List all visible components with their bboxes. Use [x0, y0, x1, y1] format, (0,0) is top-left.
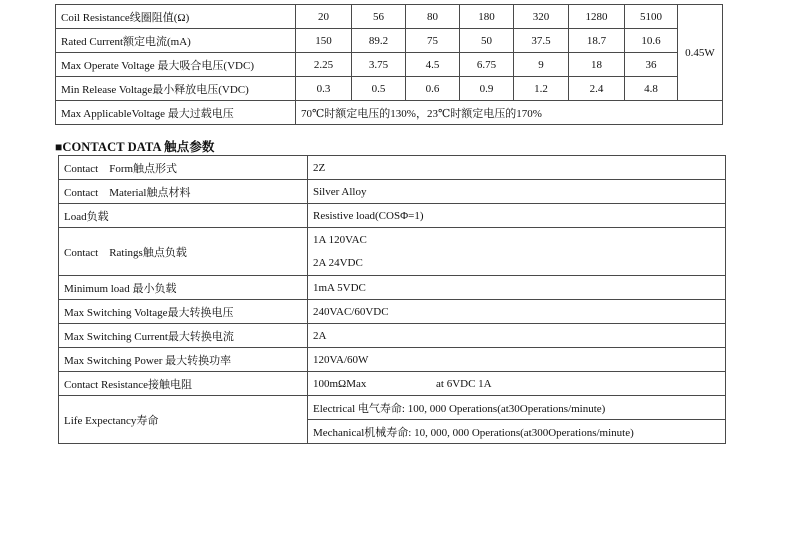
table-cell: Electrical 电气寿命: 100, 000 Operations(at30Operations/minute): [308, 396, 726, 420]
table-cell: 240VAC/60VDC: [308, 300, 726, 324]
row-label: Contact Ratings触点负载: [59, 228, 308, 276]
contact-data-table: [58, 155, 726, 444]
table-row: [59, 324, 726, 348]
table-cell: 150: [296, 29, 352, 53]
table-row: [59, 156, 726, 180]
table-row: [59, 396, 726, 420]
table-row: [56, 53, 723, 77]
resistance-condition: at 6VDC 1A: [436, 377, 492, 390]
table-row: [59, 276, 726, 300]
row-label: Rated Current额定电流(mA): [56, 29, 296, 53]
table-cell: 89.2: [352, 29, 406, 53]
table-cell: 1.2: [514, 77, 569, 101]
table-cell: 6.75: [460, 53, 514, 77]
table-cell: 80: [406, 5, 460, 29]
table-row: [56, 29, 723, 53]
table-cell: 37.5: [514, 29, 569, 53]
table-cell: 36: [625, 53, 678, 77]
table-cell: 0.3: [296, 77, 352, 101]
table-cell: [308, 372, 726, 396]
row-label: Load负载: [59, 204, 308, 228]
table-row: [59, 300, 726, 324]
table-row: [56, 77, 723, 101]
table-cell: 18.7: [569, 29, 625, 53]
table-cell: 2Z: [308, 156, 726, 180]
row-label: Max Operate Voltage 最大吸合电压(VDC): [56, 53, 296, 77]
table-row: [59, 372, 726, 396]
table-row: [59, 204, 726, 228]
table-cell: 180: [460, 5, 514, 29]
table-cell: 320: [514, 5, 569, 29]
table-cell: 2.25: [296, 53, 352, 77]
row-label: Max Switching Voltage最大转换电压: [59, 300, 308, 324]
table-cell: 1mA 5VDC: [308, 276, 726, 300]
table-cell: 0.6: [406, 77, 460, 101]
table-cell: 56: [352, 5, 406, 29]
resistance-value: 100mΩMax: [313, 377, 367, 390]
table-cell: 4.8: [625, 77, 678, 101]
row-label: Contact Material触点材料: [59, 180, 308, 204]
square-bullet-icon: ■: [55, 140, 63, 154]
table-cell: 1A 120VAC: [308, 228, 726, 252]
row-label: Max ApplicableVoltage 最大过载电压: [56, 101, 296, 125]
table-cell: 20: [296, 5, 352, 29]
max-applicable-value: 70℃时额定电压的130%，23℃时额定电压的170%: [296, 101, 723, 125]
row-label: Max Switching Current最大转换电流: [59, 324, 308, 348]
table-row: [56, 101, 723, 125]
table-cell: Resistive load(COSΦ=1): [308, 204, 726, 228]
table-cell: 2.4: [569, 77, 625, 101]
table-cell: 9: [514, 53, 569, 77]
power-cell: 0.45W: [678, 5, 723, 101]
table-cell: 2A: [308, 324, 726, 348]
table-cell: 18: [569, 53, 625, 77]
row-label: Contact Resistance接触电阻: [59, 372, 308, 396]
row-label: Max Switching Power 最大转换功率: [59, 348, 308, 372]
section-title: [55, 137, 215, 155]
table-cell: 0.9: [460, 77, 514, 101]
table-row: [59, 228, 726, 252]
table-cell: 5100: [625, 5, 678, 29]
row-label: Min Release Voltage最小释放电压(VDC): [56, 77, 296, 101]
table-cell: 75: [406, 29, 460, 53]
table-row: [59, 348, 726, 372]
row-label: Life Expectancy寿命: [59, 396, 308, 444]
coil-data-table: [55, 4, 723, 125]
table-cell: 10.6: [625, 29, 678, 53]
table-cell: 0.5: [352, 77, 406, 101]
row-label: Minimum load 最小负载: [59, 276, 308, 300]
table-cell: 120VA/60W: [308, 348, 726, 372]
row-label: Coil Resistance线圈阻值(Ω): [56, 5, 296, 29]
table-cell: Silver Alloy: [308, 180, 726, 204]
row-label: Contact Form触点形式: [59, 156, 308, 180]
table-cell: 2A 24VDC: [308, 252, 726, 276]
table-cell: 4.5: [406, 53, 460, 77]
table-row: [59, 180, 726, 204]
table-cell: 50: [460, 29, 514, 53]
table-row: [56, 5, 723, 29]
section-title-text: CONTACT DATA 触点参数: [62, 140, 215, 154]
table-cell: 3.75: [352, 53, 406, 77]
table-cell: 1280: [569, 5, 625, 29]
table-cell: Mechanical机械寿命: 10, 000, 000 Operations(at300Operations/minute): [308, 420, 726, 444]
